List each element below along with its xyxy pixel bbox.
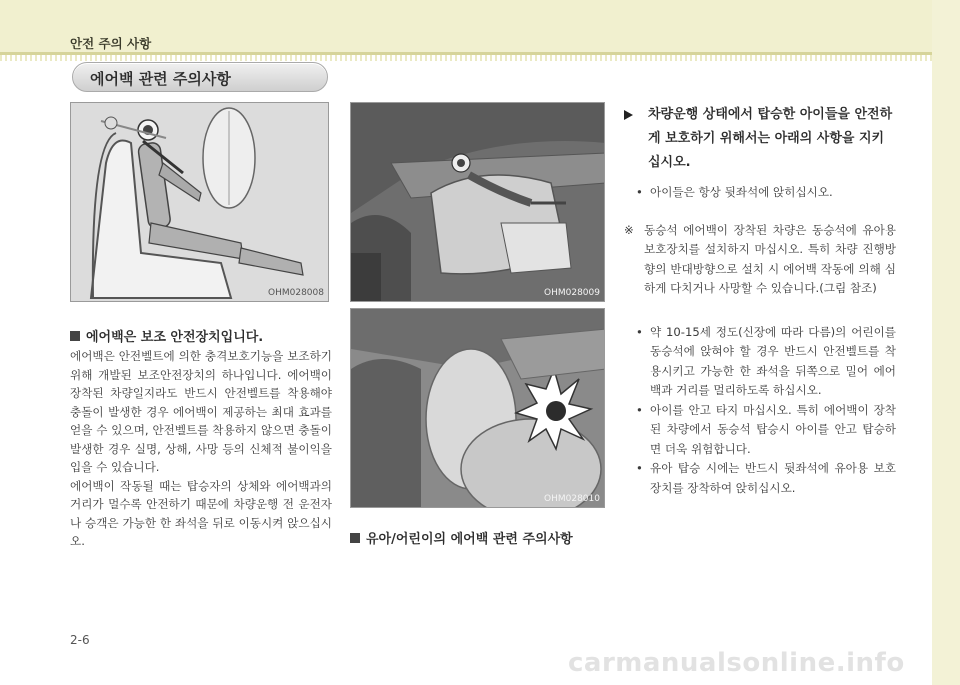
bullet-dot: •	[636, 324, 643, 339]
left-body	[70, 347, 332, 551]
left-paragraph-2: 에어백이 작동될 때는 탑승자의 상체와 에어백과의 거리가 멀수록 안전하기 때문에 차량운행 전 운전자나 승객은 가능한 한 좌석을 뒤로 이동시켜 앉으십시오.	[70, 478, 332, 548]
bullet-text: 아이를 안고 타지 마십시오. 특히 에어백이 장착된 차량에서 동승석 탑승시 아이를 안고 탑승하면 더욱 위험합니다.	[650, 402, 896, 456]
bullet-item	[624, 323, 896, 401]
figure-code: OHM028010	[544, 494, 600, 504]
title-pill	[72, 62, 328, 92]
side-tab	[932, 0, 960, 685]
triangle-bullet-icon	[624, 110, 633, 120]
bullet-item	[624, 401, 896, 460]
child-seat-illustration	[351, 103, 605, 302]
note-text: 동승석 에어백이 장착된 차량은 동승석에 유아용 보호장치를 설치하지 마십시오. 특히 차량 진행방향의 반대방향으로 설치 시 에어백 작동에 의해 심하게 다치거나 사망할 수 있습니다.(그림 참조)	[644, 222, 896, 295]
bullet-dot: •	[636, 461, 643, 475]
caution-text: 차량운행 상태에서 탑승한 아이들을 안전하게 보호하기 위해서는 아래의 사항을 지키십시오.	[648, 107, 893, 170]
bullet-text: 유아 탑승 시에는 반드시 뒷좌석에 유아용 보호장치를 장착하여 앉히십시오.	[650, 461, 896, 495]
caution-item	[624, 103, 896, 175]
note-item	[624, 221, 896, 299]
figure-occupant-airbag	[70, 102, 329, 302]
left-heading-text: 에어백은 보조 안전장치입니다.	[86, 330, 264, 345]
left-heading	[70, 326, 263, 345]
right-column	[624, 103, 896, 498]
middle-heading	[350, 528, 573, 547]
middle-heading-text: 유아/어린이의 에어백 관련 주의사항	[366, 532, 573, 547]
page-number: 2-6	[70, 633, 90, 647]
airbag-deploy-illustration	[351, 309, 605, 508]
bullet-text: 약 10-15세 정도(신장에 따라 다름)의 어린이를 동승석에 앉혀야 할 경우 반드시 안전벨트를 착용시키고 가능한 한 좌석을 뒤쪽으로 밀어 에어백과 거리를 멀리하도록 하십시오.	[650, 324, 896, 397]
bullet-item	[624, 183, 896, 203]
bullet-text: 아이들은 항상 뒷좌석에 앉히십시오.	[650, 185, 833, 199]
bullet-dot: •	[636, 402, 643, 417]
occupant-airbag-illustration	[71, 103, 329, 302]
square-bullet-icon	[350, 533, 360, 543]
square-bullet-icon	[70, 331, 80, 341]
figure-code: OHM028008	[268, 288, 324, 298]
figure-airbag-deploy	[350, 308, 605, 508]
figure-code: OHM028009	[544, 288, 600, 298]
bullet-dot: •	[636, 185, 643, 199]
bullet-item	[624, 459, 896, 498]
watermark: carmanualsonline.info	[568, 648, 905, 678]
section-label: 안전 주의 사항	[70, 36, 152, 51]
figure-child-seat	[350, 102, 605, 302]
note-mark: ※	[624, 222, 634, 237]
left-paragraph-1: 에어백은 안전벨트에 의한 충격보호기능을 보조하기 위해 개발된 보조안전장치의 하나입니다. 에어백이 장착된 차량일지라도 반드시 안전벨트를 착용해야 충돌이 발생한 경우 에어백이 제공하는 최대 효과를 얻을 수 있으며, 안전벨트를 착용하지 않으면 충돌이 발생한 경우 실명, 상해, 사망 등의 신체적 불이익을 입을 수 있습니다.	[70, 349, 332, 474]
page-title: 에어백 관련 주의사항	[90, 70, 231, 88]
header-pattern	[0, 55, 960, 61]
